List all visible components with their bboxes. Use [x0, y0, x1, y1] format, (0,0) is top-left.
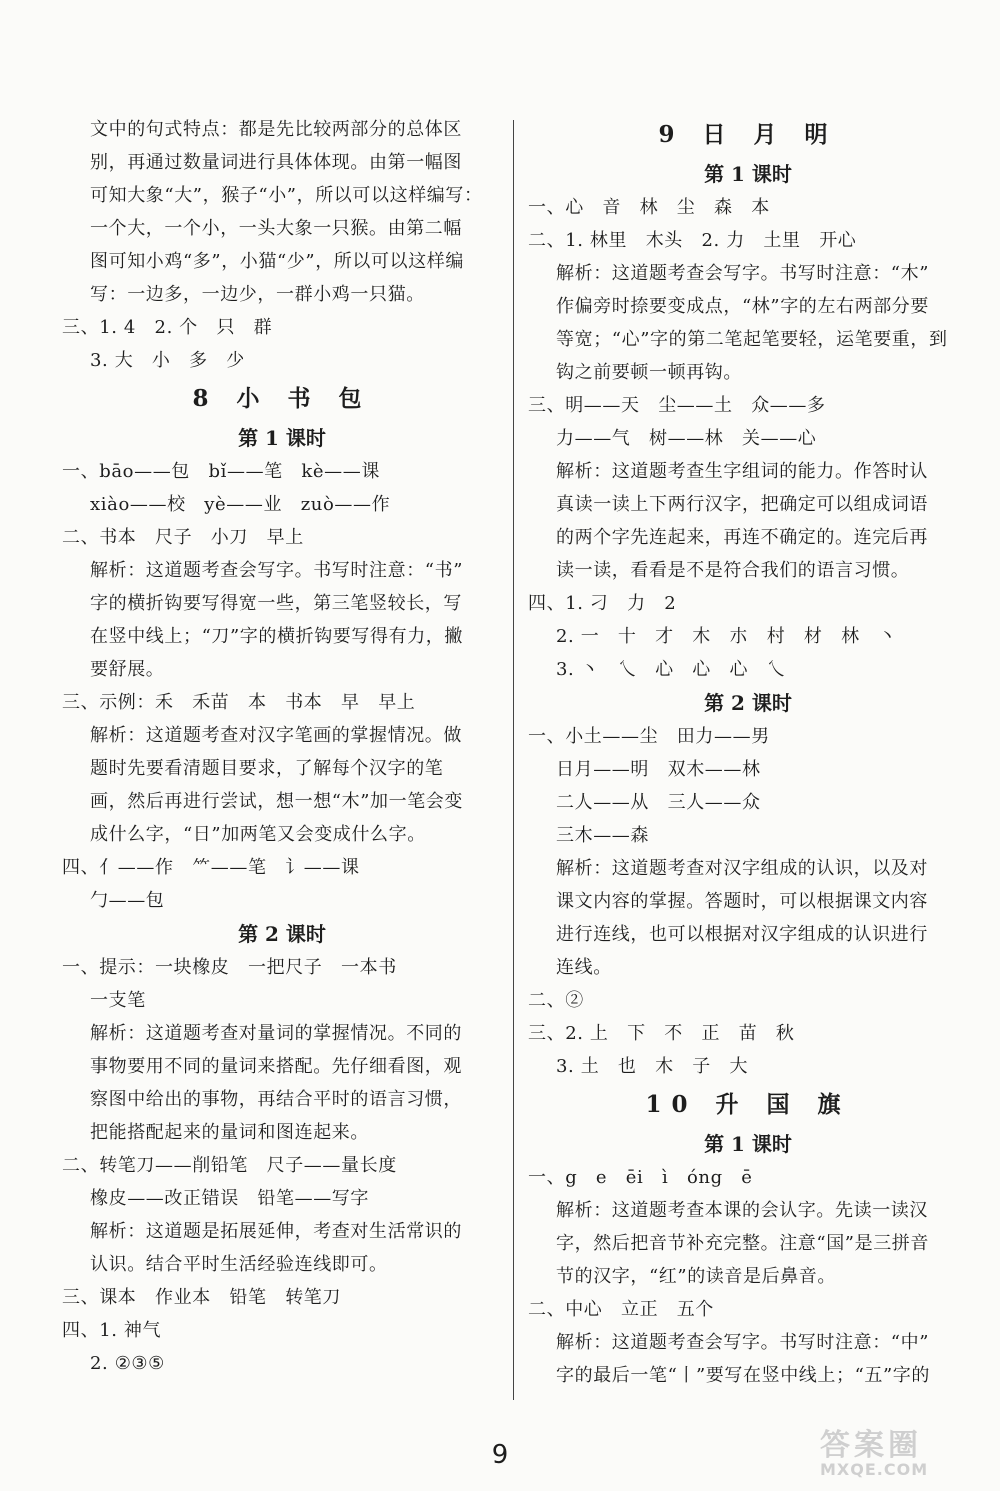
answer-line: 三、明——天 尘——土 众——多	[528, 395, 826, 416]
answer-line: 解析：这道题考查会写字。书写时注意：“木”	[556, 263, 930, 284]
answer-line: 一、g e ēi ì óng ē	[528, 1167, 753, 1188]
answer-line: 二、书本 尺子 小刀 早上	[62, 527, 304, 548]
answer-line: 四、1. 刁 力 2	[528, 593, 677, 614]
answer-line: 解析：这道题考查对汉字笔画的掌握情况。做	[90, 725, 462, 746]
answer-line: 在竖中线上；“刀”字的横折钩要写得有力，撇	[90, 626, 464, 647]
answer-line: 3. 大 小 多 少	[90, 350, 245, 371]
answer-line: 一、提示：一块橡皮 一把尺子 一本书	[62, 957, 397, 978]
session-heading: 第 1 课时	[238, 426, 326, 450]
answer-line: 等宽；“心”字的第二笔起笔要轻，运笔要重，到	[556, 329, 948, 350]
answer-line: 日月——明 双木——林	[556, 759, 761, 780]
answer-line: 成什么字，“日”加两笔又会变成什么字。	[90, 824, 426, 845]
answer-line: 要舒展。	[90, 659, 165, 680]
answer-line: 事物要用不同的量词来搭配。先仔细看图，观	[90, 1056, 462, 1077]
column-divider	[513, 120, 514, 1400]
watermark-text: 答案圈	[820, 1428, 922, 1463]
watermark-url: MXQE.COM	[820, 1460, 929, 1479]
answer-line: 课文内容的掌握。答题时，可以根据课文内容	[556, 891, 928, 912]
lesson-title: 9 日 月 明	[658, 121, 838, 148]
answer-line: 三木——森	[556, 825, 649, 846]
answer-line: 解析：这道题考查生字组词的能力。作答时认	[556, 461, 928, 482]
answer-line: 解析：这道题考查本课的会认字。先读一读汉	[556, 1200, 928, 1221]
session-heading: 第 1 课时	[704, 1132, 792, 1156]
answer-line: 力——气 树——林 关——心	[556, 428, 817, 449]
left-column	[62, 113, 502, 1380]
answer-line: 三、课本 作业本 铅笔 转笔刀	[62, 1287, 341, 1308]
answer-line: 3. 丶 乀 心 心 心 乀	[556, 659, 786, 680]
answer-line: 字，然后把音节补充完整。注意“国”是三拼音	[556, 1233, 930, 1254]
answer-line: 字的最后一笔“丨”要写在竖中线上；“五”字的	[556, 1365, 931, 1386]
answer-line: 二人——从 三人——众	[556, 792, 761, 813]
answer-line: xiào——校 yè——业 zuò——作	[90, 494, 391, 515]
answer-line: 解析：这道题考查会写字。书写时注意：“中”	[556, 1332, 930, 1353]
answer-line: 察图中给出的事物，再结合平时的语言习惯，	[90, 1089, 462, 1110]
answer-line: 2. ②③⑤	[90, 1353, 165, 1374]
answer-line: 四、亻——作 ⺮——笔 讠——课	[62, 857, 360, 878]
answer-line: 一、小土——尘 田力——男	[528, 726, 770, 747]
answer-line: 进行连线，也可以根据对汉字组成的认识进行	[556, 924, 928, 945]
answer-line: 读一读，看看是不是符合我们的语言习惯。	[556, 560, 910, 581]
session-heading: 第 2 课时	[704, 691, 792, 715]
answer-line: 解析：这道题考查对汉字组成的认识，以及对	[556, 858, 928, 879]
answer-line: 三、1. 4 2. 个 只 群	[62, 317, 273, 338]
answer-line: 一、心 音 林 尘 森 本	[528, 197, 770, 218]
session-heading: 第 2 课时	[238, 922, 326, 946]
answer-line: 写：一边多，一边少，一群小鸡一只猫。	[90, 284, 425, 305]
answer-line: 二、转笔刀——削铅笔 尺子——量长度	[62, 1155, 397, 1176]
answer-line: 3. 土 也 木 子 大	[556, 1056, 749, 1077]
answer-line: 可知大象“大”，猴子“小”，所以可以这样编写：	[90, 185, 483, 206]
answer-line: 题时先要看清题目要求，了解每个汉字的笔	[90, 758, 444, 779]
answer-line: 解析：这道题考查会写字。书写时注意：“书”	[90, 560, 464, 581]
watermark-logo	[810, 1420, 960, 1490]
answer-line: 三、2. 上 下 不 正 苗 秋	[528, 1023, 795, 1044]
answer-line: 勹——包	[90, 890, 165, 911]
answer-line: 解析：这道题考查对量词的掌握情况。不同的	[90, 1023, 462, 1044]
answer-line: 橡皮——改正错误 铅笔——写字	[90, 1188, 369, 1209]
answer-line: 文中的句式特点：都是先比较两部分的总体区	[90, 119, 462, 140]
answer-line: 一支笔	[90, 990, 146, 1011]
answer-line: 作偏旁时捺要变成点，“林”字的左右两部分要	[556, 296, 930, 317]
answer-line: 钩之前要顿一顿再钩。	[556, 362, 742, 383]
session-heading: 第 1 课时	[704, 162, 792, 186]
lesson-title: 8 小 书 包	[192, 385, 372, 412]
answer-line: 解析：这道题是拓展延伸，考查对生活常识的	[90, 1221, 462, 1242]
answer-line: 二、1. 林里 木头 2. 力 土里 开心	[528, 230, 857, 251]
answer-line: 二、②	[528, 990, 584, 1011]
answer-line: 一个大，一个小，一头大象一只猴。由第二幅	[90, 218, 462, 239]
lesson-title: 10 升 国 旗	[645, 1091, 851, 1118]
answer-line: 图可知小鸡“多”，小猫“少”，所以可以这样编	[90, 251, 465, 272]
answer-line: 四、1. 神气	[62, 1320, 162, 1341]
answer-line: 字的横折钩要写得宽一些，第三笔竖较长，写	[90, 593, 462, 614]
answer-line: 二、中心 立正 五个	[528, 1299, 714, 1320]
answer-line: 一、bāo——包 bǐ——笔 kè——课	[62, 461, 380, 482]
answer-line: 别，再通过数量词进行具体体现。由第一幅图	[90, 152, 462, 173]
answer-line: 节的汉字，“红”的读音是后鼻音。	[556, 1266, 837, 1287]
page-number: 9	[491, 1440, 509, 1470]
right-column	[528, 113, 968, 1392]
answer-line: 把能搭配起来的量词和图连起来。	[90, 1122, 369, 1143]
answer-line: 的两个字先连起来，再连不确定的。连完后再	[556, 527, 928, 548]
answer-line: 三、示例：禾 禾苗 本 书本 早 早上	[62, 692, 416, 713]
answer-line: 认识。结合平时生活经验连线即可。	[90, 1254, 388, 1275]
answer-line: 真读一读上下两行汉字，把确定可以组成词语	[556, 494, 928, 515]
answer-line: 画，然后再进行尝试，想一想“木”加一笔会变	[90, 791, 464, 812]
answer-line: 2. 一 十 才 木 朩 村 材 林 丶	[556, 626, 897, 647]
answer-line: 连线。	[556, 957, 612, 978]
